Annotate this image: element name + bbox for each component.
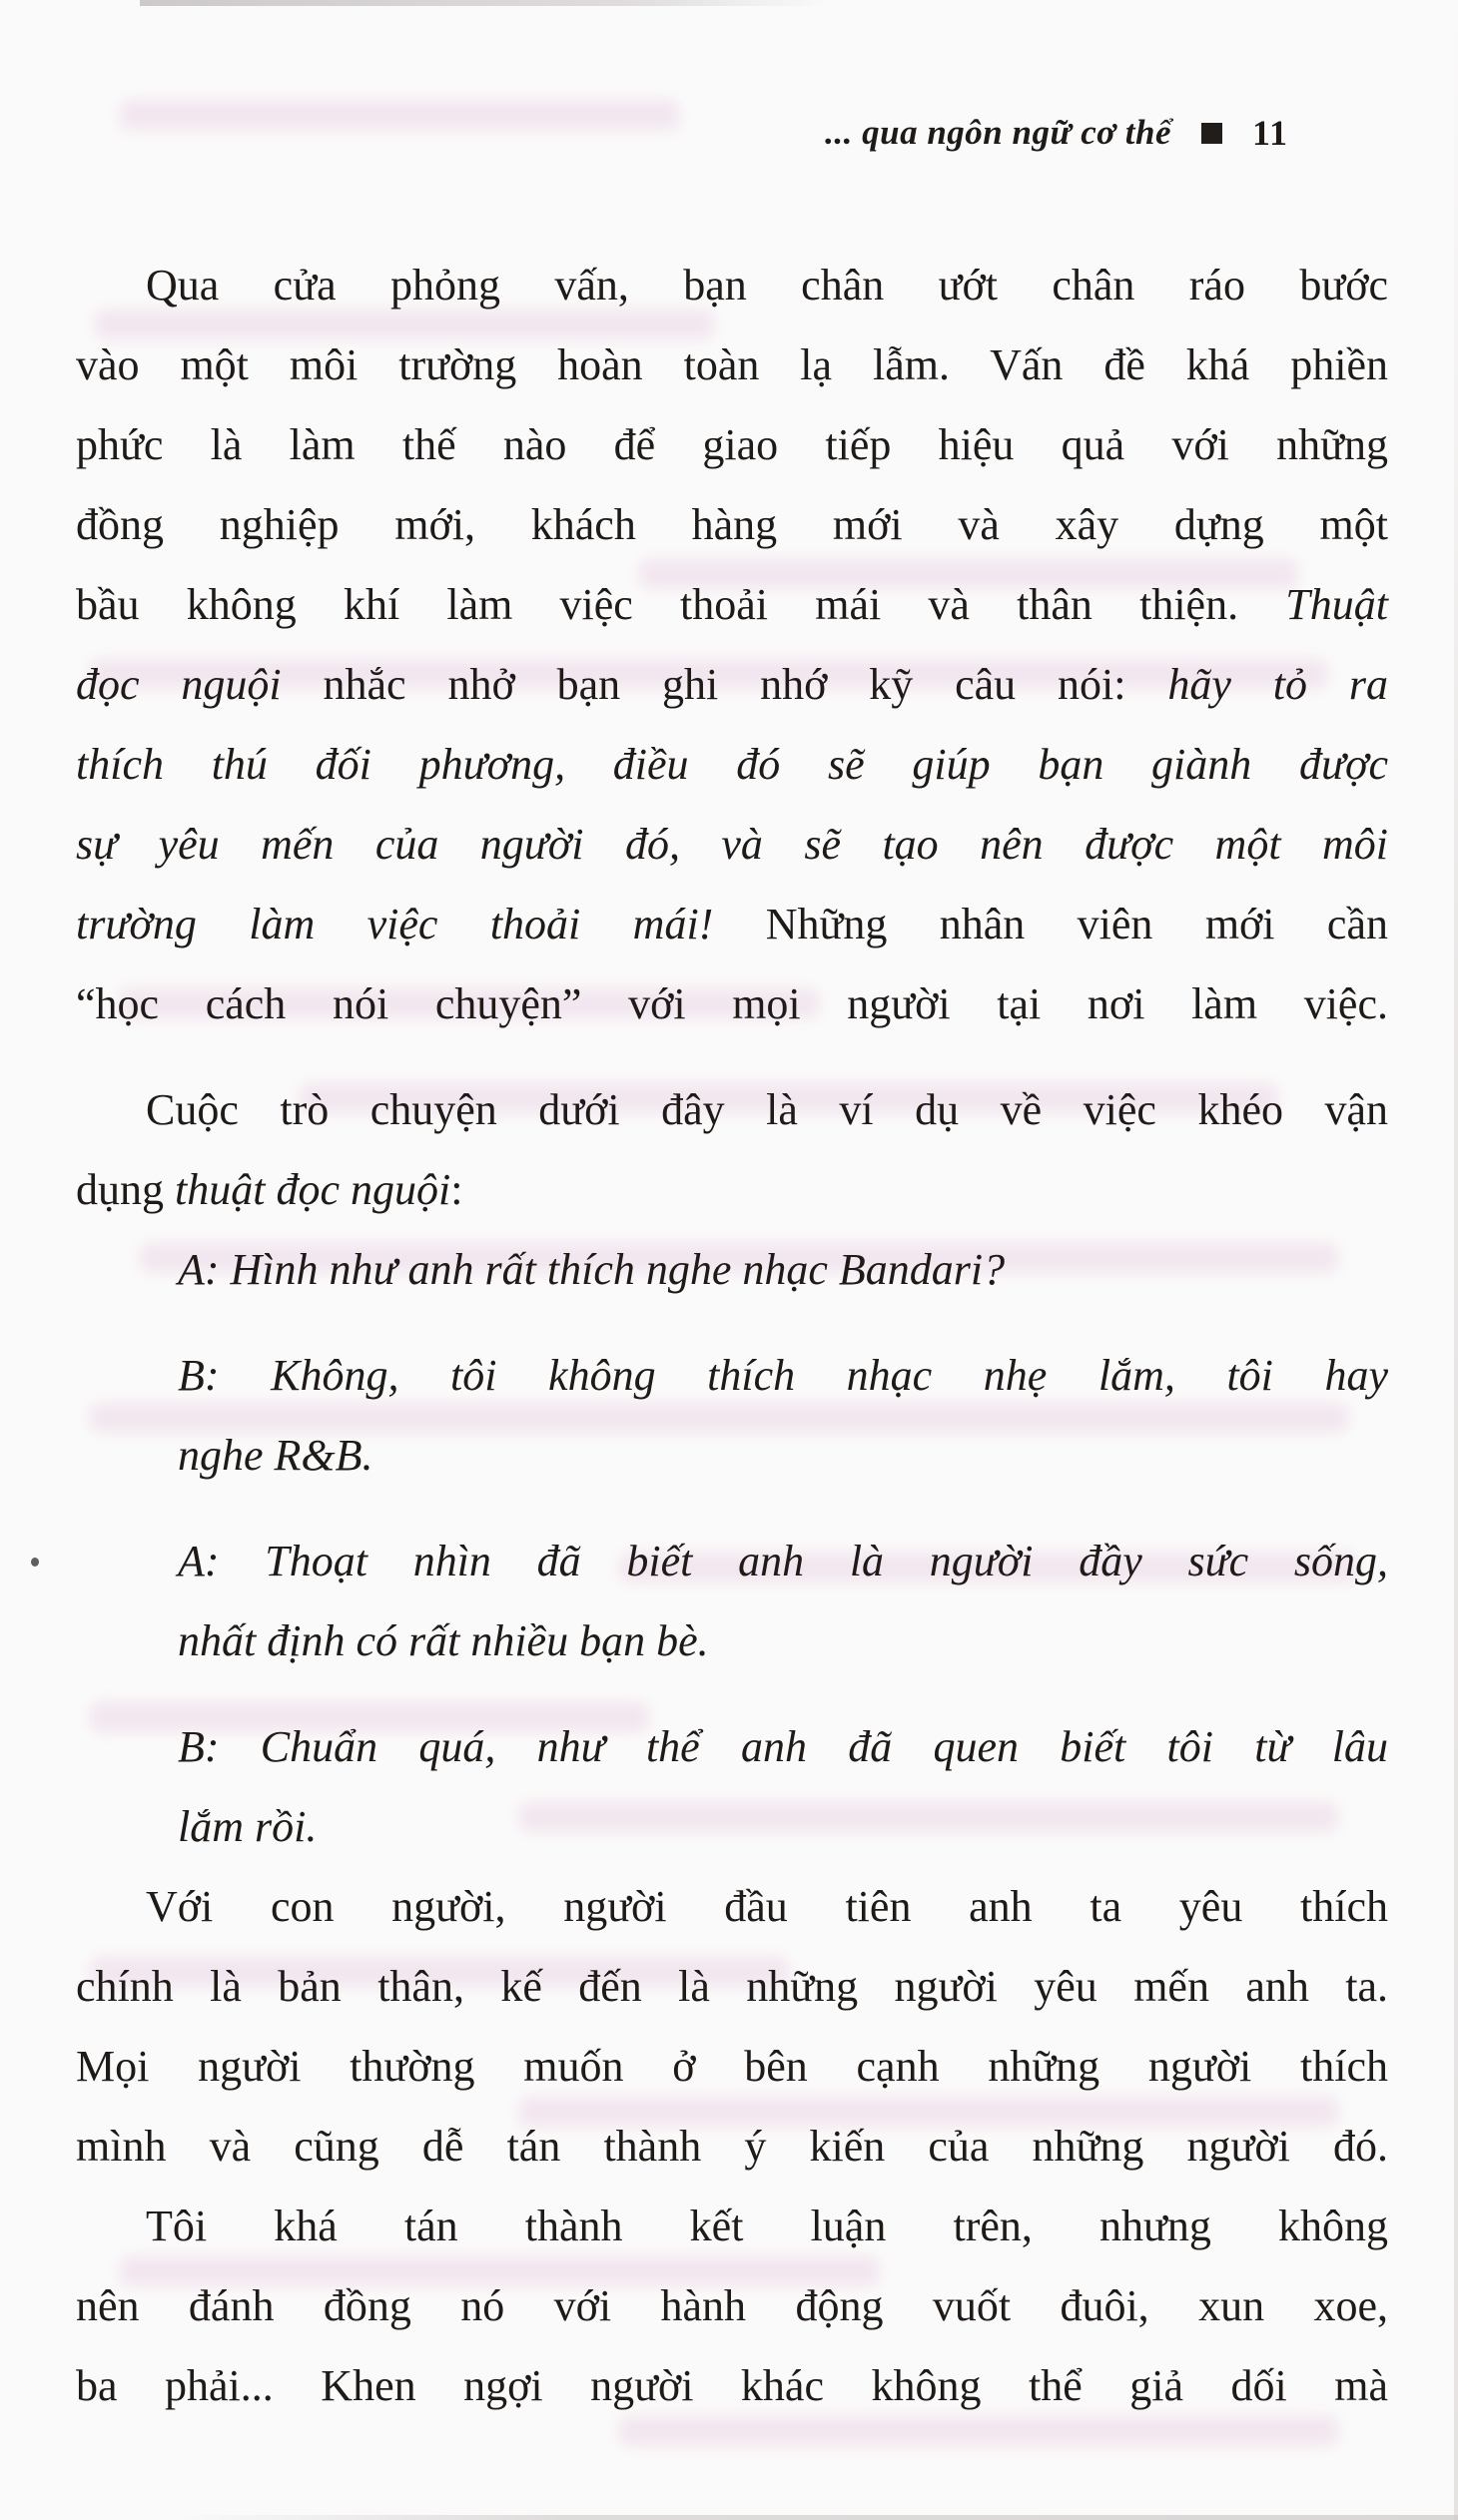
text-line <box>76 885 1388 964</box>
scan-edge-bottom <box>170 2515 1458 2520</box>
text-line <box>178 1707 1388 1787</box>
text-line <box>178 1336 1388 1416</box>
text-segment: Tôi khá tán thành kết luận trên, nhưng không <box>146 2202 1388 2250</box>
text-line <box>76 2266 1388 2346</box>
text-segment: Thuật <box>1285 580 1388 629</box>
text-segment: ba phải... Khen ngợi người khác không thể giả dối mà <box>76 2361 1388 2410</box>
running-head-title: ... qua ngôn ngữ cơ thể <box>825 113 1171 152</box>
text-line <box>76 1867 1388 1947</box>
text-line <box>76 325 1388 405</box>
text-line <box>76 246 1388 325</box>
text-line <box>76 485 1388 565</box>
scan-edge-right <box>1454 0 1458 2520</box>
text-segment: thuật đọc nguội <box>175 1165 451 1214</box>
square-bullet-icon <box>1201 123 1222 144</box>
text-segment: hãy tỏ ra <box>1167 660 1388 709</box>
running-head <box>825 112 1288 154</box>
text-line <box>76 725 1388 805</box>
text-segment: bầu không khí làm việc thoải mái và thân thiện. <box>76 580 1286 629</box>
text-segment: đồng nghiệp mới, khách hàng mới và xây dựng một <box>76 500 1388 549</box>
text-segment: Với con người, người đầu tiên anh ta yêu thích <box>146 1882 1388 1931</box>
text-segment: Cuộc trò chuyện dưới đây là ví dụ về việc khéo vận <box>146 1085 1388 1134</box>
text-segment: thích thú đối phương, điều đó sẽ giúp bạn giành được <box>76 740 1388 789</box>
text-segment: “học cách nói chuyện” với mọi người tại nơi làm việc. <box>76 979 1388 1028</box>
bleed-through <box>120 100 679 130</box>
text-segment: nên đánh đồng nó với hành động vuốt đuôi, xun xoe, <box>76 2281 1388 2330</box>
text-segment: B: Không, tôi không thích nhạc nhẹ lắm, tôi hay <box>178 1351 1388 1400</box>
text-line <box>178 1522 1388 1601</box>
text-line <box>76 645 1388 725</box>
text-segment: phức là làm thế nào để giao tiếp hiệu quả với những <box>76 420 1388 469</box>
ink-speck <box>31 1558 39 1567</box>
text-segment: Những nhân viên mới cần <box>713 900 1388 948</box>
text-segment: A: Hình như anh rất thích nghe nhạc Bandari? <box>178 1245 1006 1294</box>
text-segment: dụng <box>76 1165 175 1214</box>
text-segment: sự yêu mến của người đó, và sẽ tạo nên được một môi <box>76 820 1388 869</box>
text-segment: vào một môi trường hoàn toàn lạ lẫm. Vấn đề khá phiền <box>76 340 1388 389</box>
text-segment: trường làm việc thoải mái! <box>76 900 714 948</box>
text-segment: lắm rồi. <box>178 1802 318 1851</box>
text-segment: nghe R&B. <box>178 1431 373 1480</box>
text-segment: B: Chuẩn quá, như thể anh đã quen biết tôi từ lâu <box>178 1722 1388 1771</box>
text-segment: nhất định có rất nhiều bạn bè. <box>178 1616 709 1665</box>
text-line <box>178 1416 1388 1496</box>
text-line <box>76 1150 1388 1230</box>
text-line <box>76 2346 1388 2426</box>
body-text <box>76 246 1388 2426</box>
scan-edge-top <box>140 0 829 6</box>
text-segment: nhắc nhở bạn ghi nhớ kỹ câu nói: <box>281 660 1168 709</box>
text-segment: A: Thoạt nhìn đã biết anh là người đầy sức sống, <box>178 1537 1388 1585</box>
text-line <box>76 2187 1388 2266</box>
text-line <box>76 964 1388 1044</box>
text-segment: Mọi người thường muốn ở bên cạnh những người thích <box>76 2042 1388 2091</box>
text-line <box>76 1947 1388 2027</box>
text-line <box>76 805 1388 885</box>
text-line <box>76 405 1388 485</box>
text-segment: : <box>450 1165 463 1214</box>
text-line <box>178 1787 1388 1867</box>
text-line <box>76 2107 1388 2187</box>
text-segment: chính là bản thân, kế đến là những người yêu mến anh ta. <box>76 1962 1388 2011</box>
text-line <box>178 1230 1388 1310</box>
text-segment: đọc nguội <box>76 660 282 709</box>
page-number: 11 <box>1251 113 1288 153</box>
text-line <box>76 1070 1388 1150</box>
text-segment: Qua cửa phỏng vấn, bạn chân ướt chân ráo bước <box>146 261 1388 310</box>
text-line <box>76 2027 1388 2107</box>
text-segment: mình và cũng dễ tán thành ý kiến của những người đó. <box>76 2122 1388 2171</box>
text-line <box>76 565 1388 645</box>
text-line <box>178 1601 1388 1681</box>
